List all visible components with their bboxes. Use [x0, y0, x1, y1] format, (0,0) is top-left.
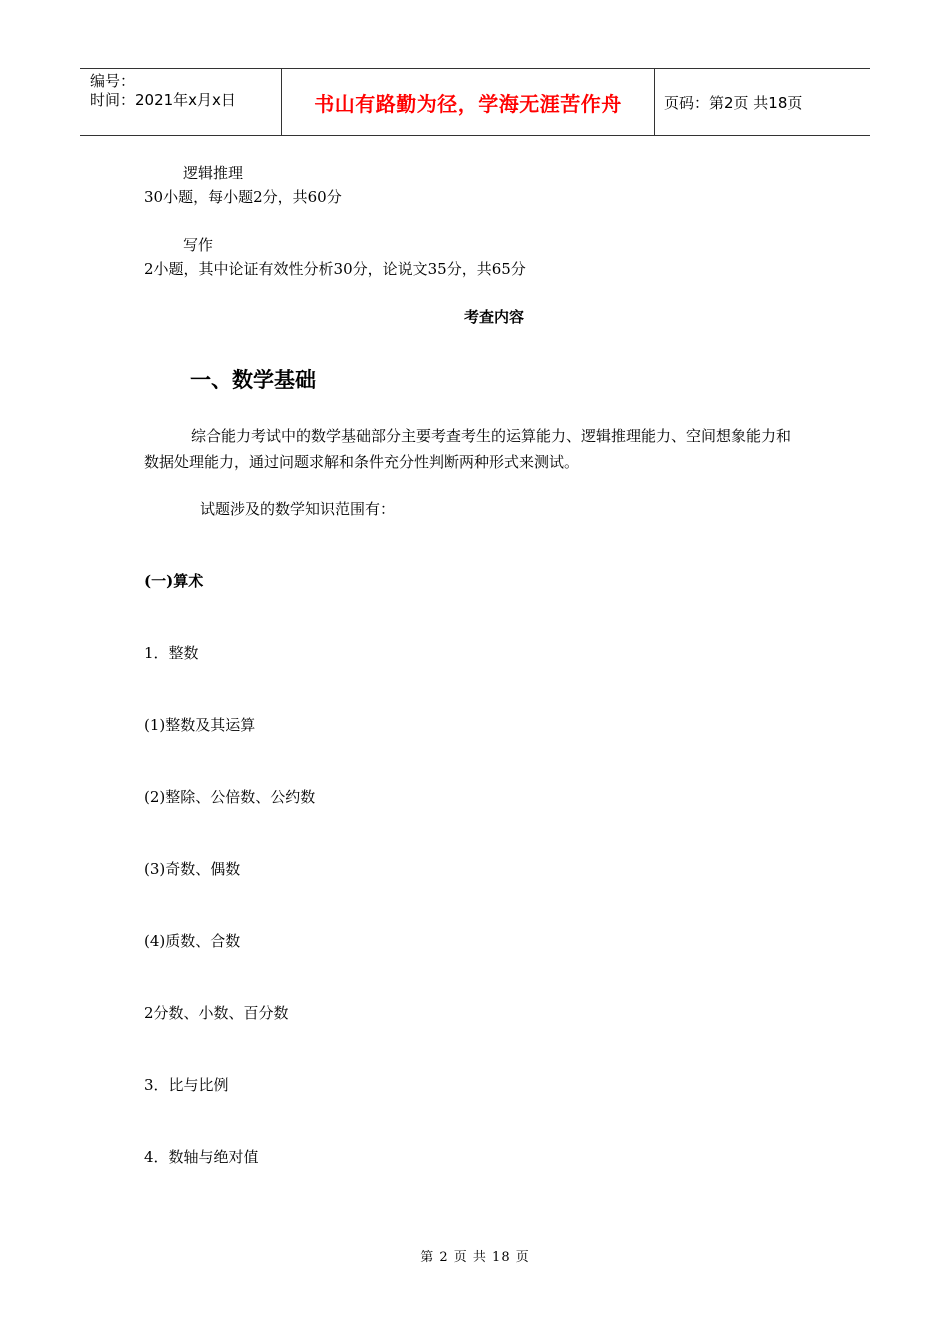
writing-section-title: 写作	[183, 236, 214, 254]
header-page-cell	[655, 69, 870, 135]
header-page-info: 页码：第2页 共18页	[664, 93, 803, 112]
list-item: 3．比与比例	[144, 1076, 229, 1094]
page-footer	[0, 1246, 950, 1265]
list-item: 2分数、小数、百分数	[144, 1004, 289, 1022]
list-item: 4．数轴与绝对值	[144, 1148, 259, 1166]
section-paragraph: 综合能力考试中的数学基础部分主要考查考生的运算能力、逻辑推理能力、空间想象能力和数据处理能力，通过问题求解和条件充分性判断两种形式来测试。	[144, 427, 792, 471]
scope-intro: 试题涉及的数学知识范围有：	[200, 500, 396, 518]
logic-section-detail: 30小题，每小题2分，共60分	[144, 188, 342, 206]
section-heading: 一、数学基础	[190, 368, 316, 392]
list-item: (3)奇数、偶数	[144, 860, 241, 878]
list-item: (1)整数及其运算	[144, 716, 256, 734]
content-title: 考查内容	[463, 308, 524, 326]
page-header	[80, 68, 870, 136]
document-time-label: 时间：2021年x月x日	[90, 91, 236, 109]
document-number-label: 编号：	[90, 72, 136, 90]
sub-heading-arithmetic: (一)算术	[144, 572, 204, 590]
header-motto-cell	[282, 69, 655, 135]
header-motto: 书山有路勤为径，学海无涯苦作舟	[314, 91, 622, 116]
logic-section-title: 逻辑推理	[183, 164, 244, 182]
footer-page-number: 第 2 页 共 18 页	[420, 1250, 530, 1265]
header-meta-cell	[80, 69, 282, 135]
writing-section-detail: 2小题，其中论证有效性分析30分，论说文35分，共65分	[144, 260, 526, 278]
list-item: 1．整数	[144, 644, 199, 662]
list-item: (4)质数、合数	[144, 932, 241, 950]
list-item: (2)整除、公倍数、公约数	[144, 788, 316, 806]
